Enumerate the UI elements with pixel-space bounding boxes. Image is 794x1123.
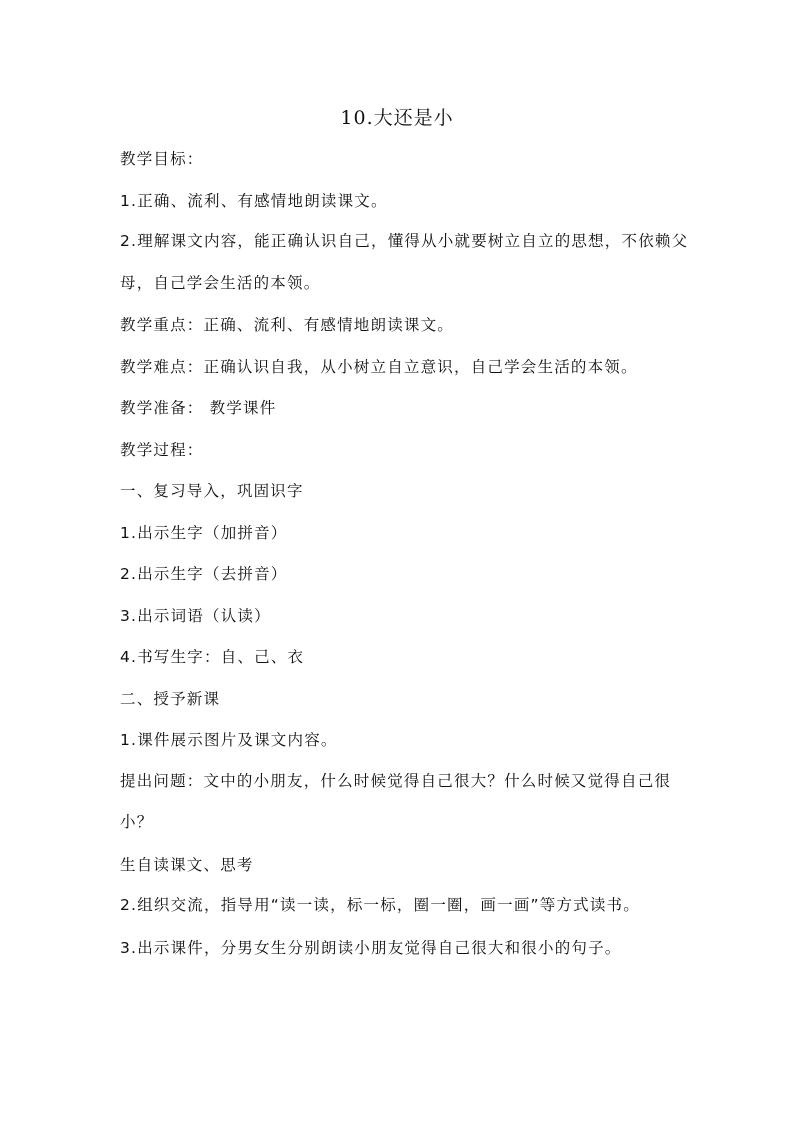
- goal-2: 2.理解课文内容，能正确认识自己，懂得从小就要树立自立的思想，不依赖父母，自己学会生活的本领。: [120, 232, 689, 292]
- section-2-heading: 二、授予新课: [120, 689, 221, 708]
- goal-1: 1.正确、流利、有感情地朗读课文。: [120, 191, 388, 210]
- teaching-goals-heading: 教学目标：: [120, 150, 204, 168]
- section-1-heading: 一、复习导入，巩固识字: [120, 482, 304, 500]
- step-1-4: 4.书写生字：自、己、衣: [120, 648, 305, 666]
- teaching-process-heading: 教学过程：: [120, 440, 204, 459]
- step-1-3: 3.出示词语（认读）: [120, 606, 271, 625]
- question-prompt: 提出问题：文中的小朋友，什么时候觉得自己很大？什么时候又觉得自己很小？: [120, 771, 672, 832]
- teaching-focus: 教学重点：正确、流利、有感情地朗读课文。: [120, 316, 455, 334]
- step-1-1: 1.出示生字（加拼音）: [120, 523, 288, 542]
- step-1-2: 2.出示生字（去拼音）: [120, 565, 288, 583]
- teaching-preparation: 教学准备： 教学课件: [120, 399, 277, 417]
- lesson-title: 10.大还是小: [340, 107, 454, 129]
- student-self-reading: 生自读课文、思考: [120, 855, 254, 874]
- teaching-difficulty: 教学难点：正确认识自我，从小树立自立意识，自己学会生活的本领。: [120, 357, 638, 376]
- step-2-1: 1.课件展示图片及课文内容。: [120, 731, 338, 749]
- lesson-body: [120, 145, 690, 975]
- step-2-2: 2.组织交流，指导用“读一读，标一标，圈一圈，画一画”等方式读书。: [120, 896, 640, 915]
- step-2-3: 3.出示课件，分男女生分别朗读小朋友觉得自己很大和很小的句子。: [120, 938, 622, 957]
